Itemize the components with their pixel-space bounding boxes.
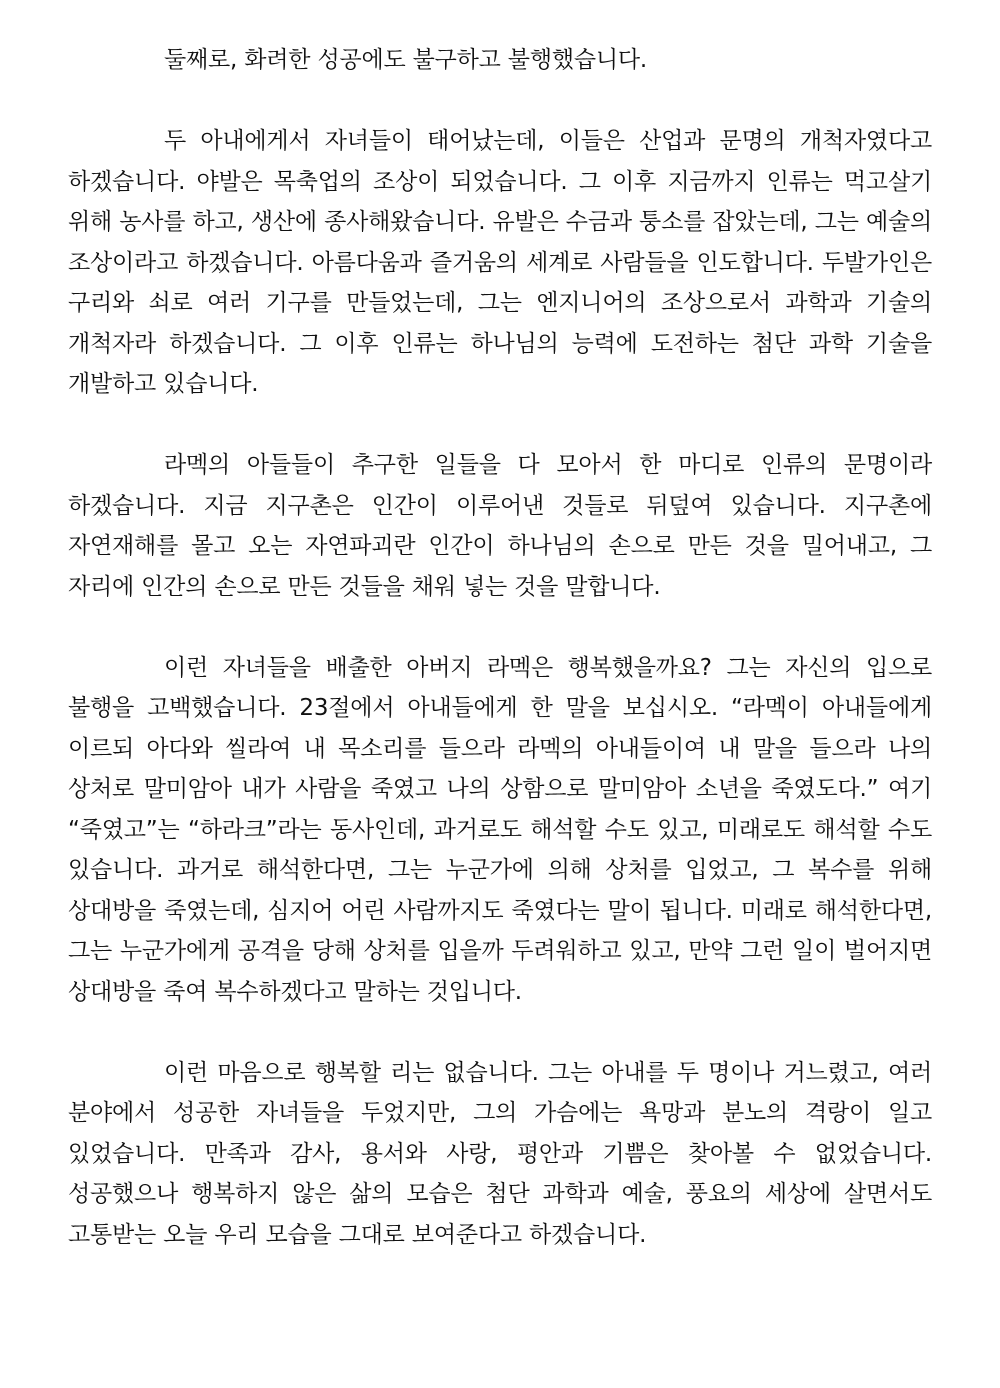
document-page <box>68 40 932 1255</box>
paragraph-4: 이런 자녀들을 배출한 아버지 라멕은 행복했을까요? 그는 자신의 입으로 불행을 고백했습니다. 23절에서 아내들에게 한 말을 보십시오. “라멕이 아내들에게 이르되 아다와 씰라여 내 목소리를 들으라 라멕의 아내들이여 내 말을 들으라 나의 상처로 말미암아 내가 사람을 죽였고 나의 상함으로 말미암아 소년을 죽였도다.” 여기 “죽였고”는 “하라크”라는 동사인데, 과거로도 해석할 수도 있고, 미래로도 해석할 수도 있습니다. 과거로 해석한다면, 그는 누군가에 의해 상처를 입었고, 그 복수를 위해 상대방을 죽였는데, 심지어 어린 사람까지도 죽였다는 말이 됩니다. 미래로 해석한다면, 그는 누군가에게 공격을 당해 상처를 입을까 두려워하고 있고, 만약 그런 일이 벌어지면 상대방을 죽여 복수하겠다고 말하는 것입니다. <box>68 654 932 1005</box>
paragraph-3: 라멕의 아들들이 추구한 일들을 다 모아서 한 마디로 인류의 문명이라 하겠습니다. 지금 지구촌은 인간이 이루어낸 것들로 뒤덮여 있습니다. 지구촌에 자연재해를 몰고 오는 자연파괴란 인간이 하나님의 손으로 만든 것을 밀어내고, 그 자리에 인간의 손으로 만든 것들을 채워 넣는 것을 말합니다. <box>68 452 932 600</box>
paragraph-5: 이런 마음으로 행복할 리는 없습니다. 그는 아내를 두 명이나 거느렸고, 여러 분야에서 성공한 자녀들을 두었지만, 그의 가슴에는 욕망과 분노의 격랑이 일고 있었습니다. 만족과 감사, 용서와 사랑, 평안과 기쁨은 찾아볼 수 없었습니다. 성공했으나 행복하지 않은 삶의 모습은 첨단 과학과 예술, 풍요의 세상에 살면서도 고통받는 오늘 우리 모습을 그대로 보여준다고 하겠습니다. <box>68 1059 932 1248</box>
paragraph-1: 둘째로, 화려한 성공에도 불구하고 불행했습니다. <box>164 47 648 73</box>
paragraph-2: 두 아내에게서 자녀들이 태어났는데, 이들은 산업과 문명의 개척자였다고 하겠습니다. 야발은 목축업의 조상이 되었습니다. 그 이후 지금까지 인류는 먹고살기 위해 농사를 하고, 생산에 종사해왔습니다. 유발은 수금과 퉁소를 잡았는데, 그는 예술의 조상이라고 하겠습니다. 아름다움과 즐거움의 세계로 사람들을 인도합니다. 두발가인은 구리와 쇠로 여러 기구를 만들었는데, 그는 엔지니어의 조상으로서 과학과 기술의 개척자라 하겠습니다. 그 이후 인류는 하나님의 능력에 도전하는 첨단 과학 기술을 개발하고 있습니다. <box>68 128 932 397</box>
